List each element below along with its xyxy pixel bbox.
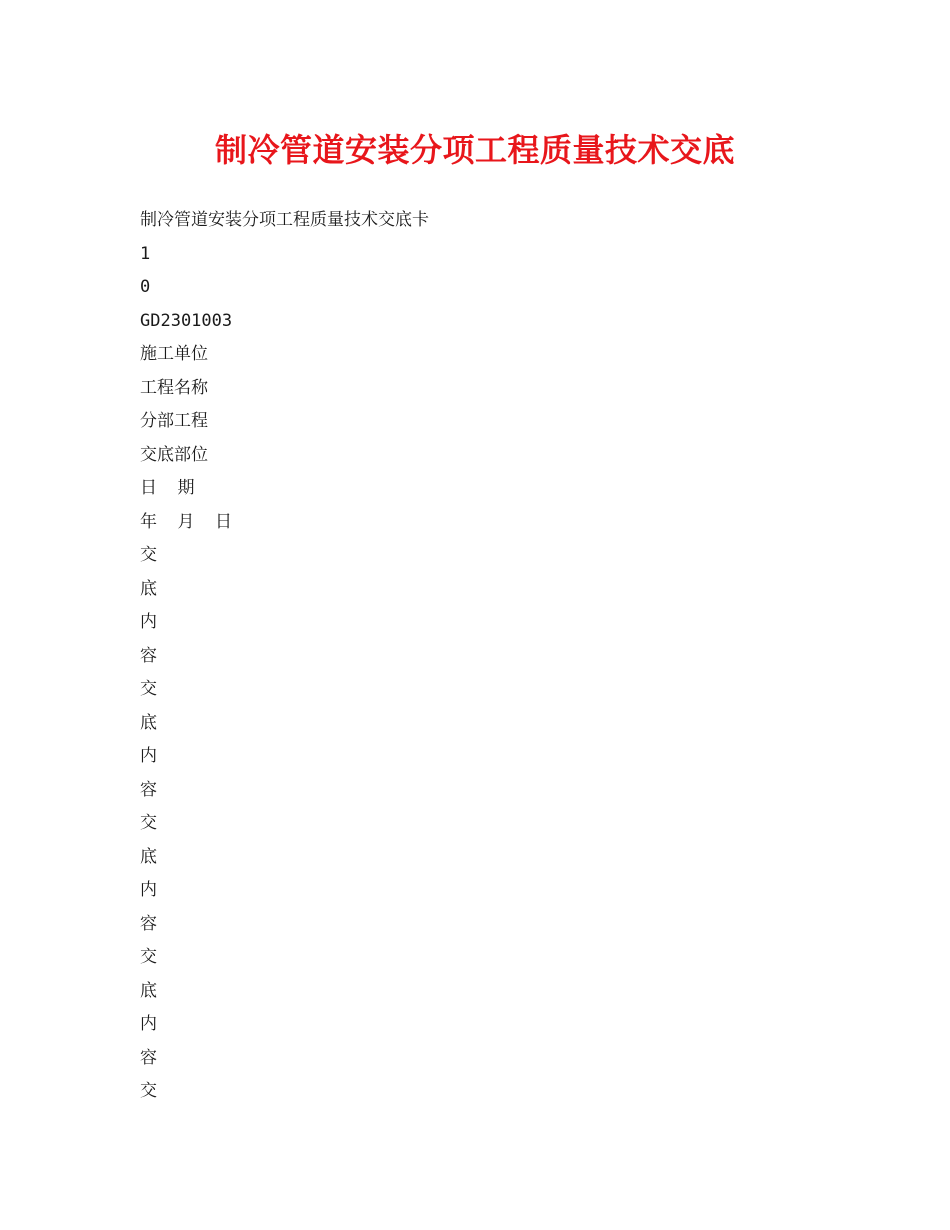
- document-body: [140, 204, 840, 1109]
- text-line: 内: [140, 1014, 157, 1034]
- text-line: 底: [140, 712, 157, 733]
- text-line: 交: [140, 1081, 157, 1101]
- page-title: 制冷管道安装分项工程质量技术交底: [214, 131, 735, 169]
- field-label-date: 日 期: [140, 478, 195, 498]
- text-line: 底: [140, 578, 157, 599]
- text-line: 容: [140, 779, 157, 800]
- text-line: 0: [140, 277, 151, 297]
- text-line: 1: [140, 243, 151, 264]
- text-line: 内: [140, 612, 157, 632]
- text-line: 内: [140, 746, 157, 766]
- field-label-project-name: 工程名称: [140, 377, 208, 398]
- text-line: 交: [140, 679, 157, 699]
- document-code: GD2301003: [140, 310, 233, 331]
- card-heading: 制冷管道安装分项工程质量技术交底卡: [140, 210, 429, 230]
- field-label-construction-unit: 施工单位: [140, 344, 208, 364]
- date-placeholder: 年 月 日: [140, 511, 232, 532]
- text-line: 底: [140, 846, 157, 867]
- text-line: 底: [140, 980, 157, 1001]
- text-line: 容: [140, 913, 157, 934]
- field-label-sub-project: 分部工程: [140, 411, 208, 431]
- text-line: 内: [140, 880, 157, 900]
- text-line: 容: [140, 1047, 157, 1068]
- text-line: 容: [140, 645, 157, 666]
- text-line: 交: [140, 947, 157, 967]
- text-line: 交: [140, 545, 157, 565]
- field-label-location: 交底部位: [140, 444, 208, 465]
- text-line: 交: [140, 813, 157, 833]
